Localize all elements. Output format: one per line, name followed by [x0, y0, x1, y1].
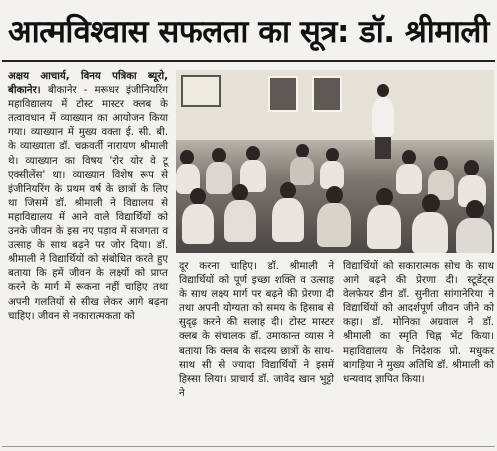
bottom-rule [2, 446, 495, 447]
column-2: दूर करना चाहिए। डॉ. श्रीमाली ने विद्यार्थियों को पूर्ण इच्छा शक्ति व उत्साह के साथ लक्ष्य मार्ग पर बढ़ने की प्रेरणा दी तथा अपनी योग्यता को समय के हिसाब से सुदृढ़ करने की सलाह दी। टोस्ट मास्टर क्लब के संचालक डॉ. उमाकान्त व्यास ने बताया कि क्लब के सदस्य छात्रों के साथ-साथ सी से ज्यादा विद्यार्थियों ने इसमें हिस्सा लिया। प्राचार्य डॉ. जावेद खान भुट्टो ने [179, 261, 334, 399]
column-3: विद्यार्थियों को सकारात्मक सोच के साथ आगे बढ़ने की प्रेरणा दी। स्टूडेंट्स वेलफेयर डीन डॉ. सुनीता सांगानेरिया ने विद्यार्थियों को आदर्शपूर्ण जीवन जीने को कहा। डॉ. मोनिका अग्रवाल ने डॉ. श्रीमाली का स्मृति चिह्न भेंट किया। महाविद्यालय के निदेशक प्रो. मधुकर बागड़िया ने मुख्य अतिथि डॉ. श्रीमाली को धन्यवाद ज्ञापित किया। [343, 261, 494, 385]
article-body [8, 70, 494, 442]
headline: आत्मविश्वास सफलता का सूत्र: डॉ. श्रीमाली [8, 14, 489, 50]
column-1 [8, 70, 168, 324]
byline: अक्षय आचार्य, विनय पत्रिका ब्यूरो, बीकानेर। [8, 71, 168, 97]
headline-rule [2, 60, 495, 62]
column-1-text: बीकानेर - मरूधर इंजीनियरिंग महाविद्यालय में टोस्ट मास्टर क्लब के तत्वावधान में व्याख्यान का आयोजन किया गया। व्याख्यान में मुख्य वक्ता ई. सी. बी. के व्याख्याता डॉ. चक्रवर्ती नारायण श्रीमाली थे। व्याख्यान का विषय 'रोर योर वे टू एक्सीलेंस' था। व्याख्यान विशेष रूप से इंजीनियरिंग के प्रथम वर्ष के छात्रों के लिए था जिसमें डॉ. श्रीमाली ने विद्यालय से महाविद्यालय में आने वाले विद्यार्थियों को उनके जीवन के इस नए पड़ाव में सजगता व उत्साह के साथ बढ़ने पर जोर दिया। डॉ. श्रीमाली ने विद्यार्थियों को संबोधित करते हुए बताया कि हमें जीवन के लक्ष्यों को प्राप्त करने के मार्ग में रूकना नहीं चाहिए तथा अपनी गलतियों से सीख लेकर आगे बढ़ना चाहिए। जीवन से नकारात्मकता को [8, 85, 168, 322]
